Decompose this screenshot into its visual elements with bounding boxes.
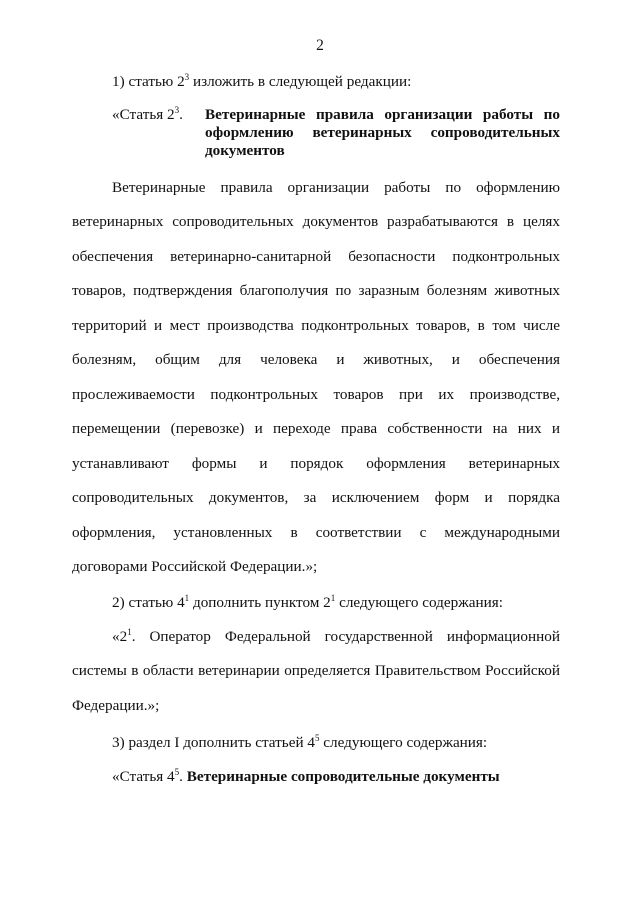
item-3 bbox=[112, 734, 600, 752]
item-2-text-tail: следующего содержания: bbox=[335, 594, 503, 611]
paragraph-line: территорий и мест производства подконтрольных товаров, в том числе bbox=[72, 317, 560, 334]
item-2-text-mid: дополнить пунктом 2 bbox=[189, 594, 331, 611]
item-3-text-tail: следующего содержания: bbox=[319, 734, 488, 751]
point-2-1-num: «2 bbox=[112, 628, 128, 645]
paragraph-line: сопроводительных документов, за исключением форм и порядка bbox=[72, 489, 560, 506]
article-2-3-label-sup: 3 bbox=[174, 105, 180, 115]
paragraph-line: устанавливают формы и порядок оформления ветеринарных bbox=[72, 455, 560, 472]
article-4-5-heading bbox=[112, 768, 600, 786]
item-2 bbox=[112, 594, 600, 612]
article-2-3-label-dot: . bbox=[179, 106, 183, 123]
article-title-line: Ветеринарные правила организации работы по bbox=[205, 106, 560, 123]
point-2-1-line-3: Федерации.»; bbox=[72, 697, 160, 714]
article-2-3-label-text: «Статья 2 bbox=[112, 106, 175, 123]
paragraph-line: перемещении (перевозке) и переходе права собственности на них и bbox=[72, 420, 560, 437]
article-4-5-dot: . bbox=[179, 768, 187, 785]
item-1-text-tail: изложить в следующей редакции: bbox=[189, 73, 412, 90]
article-4-5-title: Ветеринарные сопроводительные документы bbox=[186, 768, 500, 785]
article-2-3-title bbox=[205, 106, 560, 160]
article-4-5-sup: 5 bbox=[174, 767, 180, 777]
point-2-1-sup: 1 bbox=[127, 627, 132, 637]
paragraph-line: ветеринарных сопроводительных документов разрабатываются в целях bbox=[72, 213, 560, 230]
article-title-line: оформлению ветеринарных сопроводительных bbox=[205, 124, 560, 141]
item-2-sup: 1 bbox=[330, 593, 336, 603]
point-2-1-line-2: системы в области ветеринарии определяется Правительством Российской bbox=[72, 662, 560, 679]
item-3-text: 3) раздел I дополнить статьей 4 bbox=[112, 734, 315, 751]
page-number: 2 bbox=[316, 37, 324, 54]
item-1-text: 1) статью 2 bbox=[112, 73, 185, 90]
item-1-sup: 3 bbox=[184, 72, 190, 82]
article-title-line: документов bbox=[205, 142, 285, 159]
item-2-sup: 1 bbox=[184, 593, 190, 603]
point-2-1-line-1 bbox=[112, 628, 560, 646]
paragraph-line: болезням, общим для человека и животных, и обеспечения bbox=[72, 351, 560, 368]
item-1 bbox=[112, 73, 600, 91]
article-4-5-label: «Статья 4 bbox=[112, 768, 175, 785]
paragraph-line: договорами Российской Федерации.»; bbox=[72, 558, 318, 575]
paragraph-line: оформления, установленных в соответствии с международными bbox=[72, 524, 560, 541]
item-3-sup: 5 bbox=[314, 733, 320, 743]
point-2-1-text: . Оператор Федеральной государственной информационной bbox=[131, 628, 560, 645]
paragraph-line: обеспечения ветеринарно-санитарной безопасности подконтрольных bbox=[72, 248, 560, 265]
paragraph-line: Ветеринарные правила организации работы по оформлению bbox=[112, 179, 560, 196]
paragraph-line: прослеживаемости подконтрольных товаров при их производстве, bbox=[72, 386, 560, 403]
item-2-text: 2) статью 4 bbox=[112, 594, 185, 611]
paragraph-line: товаров, подтверждения благополучия по заразным болезням животных bbox=[72, 282, 560, 299]
article-2-3-label bbox=[112, 106, 183, 124]
